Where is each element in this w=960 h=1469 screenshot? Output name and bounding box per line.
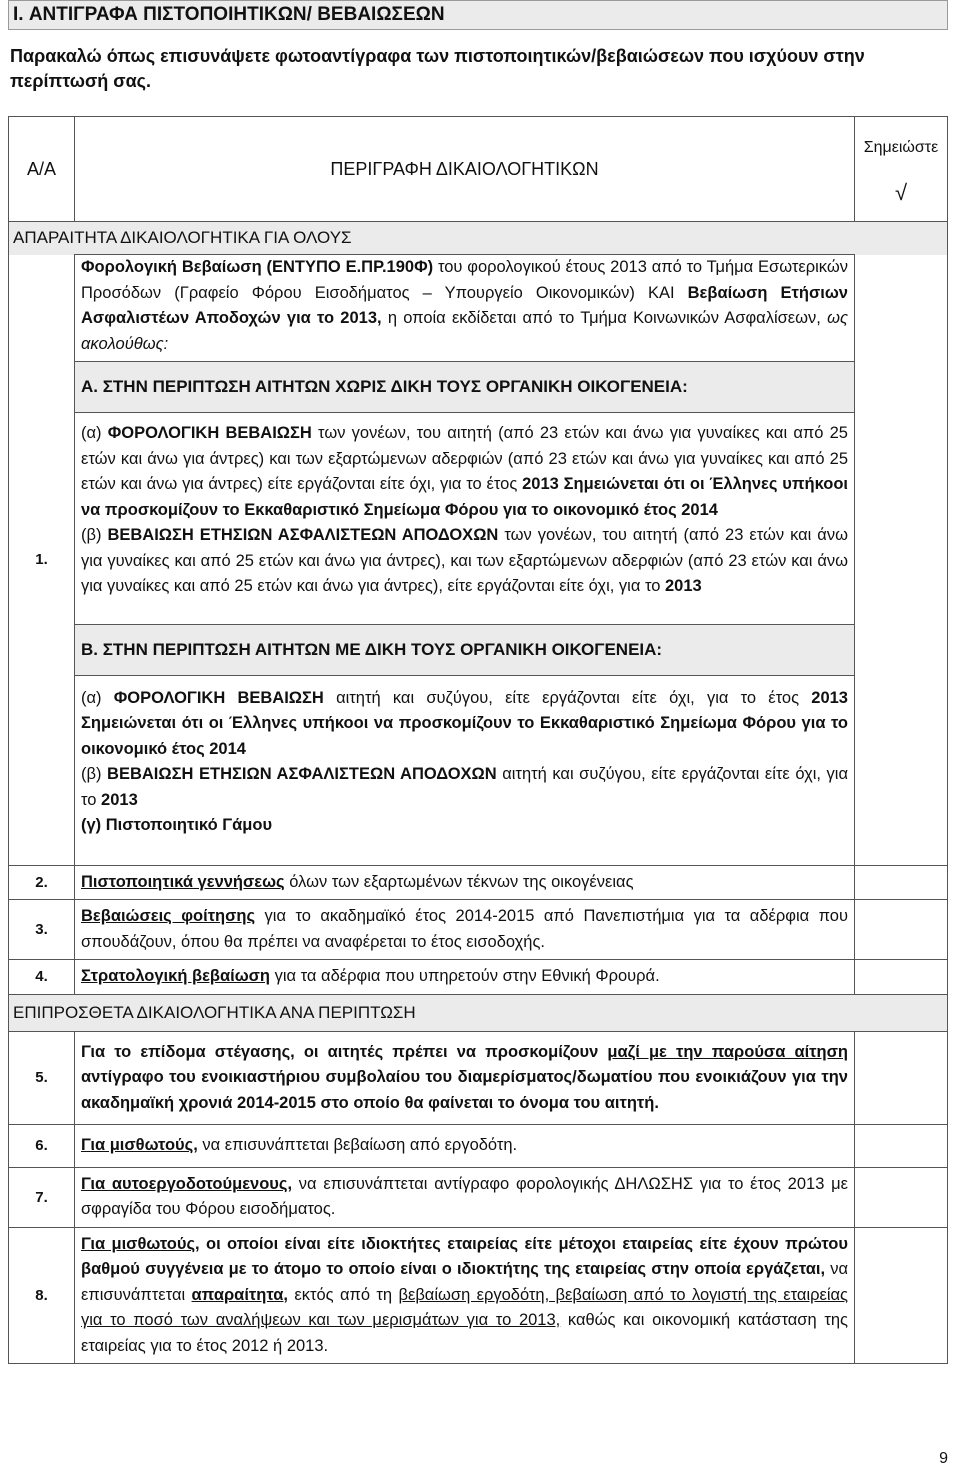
item-8-t5: εκτός από τη — [288, 1285, 399, 1304]
case-a-body — [75, 413, 855, 625]
item-2-bold: Πιστοποιητικά γεννήσεως — [81, 872, 285, 891]
case-a-a4: 2013 Σημειώνεται ότι οι Έλληνες υπήκοοι να προσκομίζουν το Εκκαθαριστικό Σημείωμα Φόρου για το οικονομικό έτος 2014 — [81, 475, 848, 519]
item-3-text — [75, 900, 855, 960]
item-row-5 — [9, 1031, 948, 1125]
case-a-a1: (α) — [81, 424, 108, 442]
item-8-t1: Για μισθωτούς, — [81, 1234, 200, 1253]
item-number-8: 8. — [9, 1227, 75, 1364]
item-3-rest: για το ακαδημαϊκό έτος 2014-2015 από Πανεπιστήμια για τα αδέρφια που σπουδάζουν, όπου θα πρέπει να αναφέρεται το έτος εισοδοχής. — [81, 907, 848, 951]
item-number-3: 3. — [9, 900, 75, 960]
item-row-8 — [9, 1227, 948, 1364]
check-cell-4[interactable] — [855, 960, 948, 995]
case-a-a3: των γονέων, του αιτητή (από 23 ετών και άνω για γυναίκες και από 25 ετών και άνω για άντρες) και των εξαρτώμενων αδερφιών (από 23 ετών και άνω για γυναίκες και από 25 ετών και άνω για άντρες) είτε εργάζονται είτε όχι, για το έτος — [81, 424, 848, 493]
item-5-t3: αντίγραφο του ενοικιαστήριου συμβολαίου του διαμερίσματος/δωματίου που ενοικιάζουν για την ακαδημαϊκή χρονιά 2014-2015 στο οποίο θα φαίνεται το όνομα του αιτητή. — [81, 1068, 848, 1112]
header-note-label: Σημειώστε — [863, 139, 939, 156]
item-7-bold: Για αυτοεργοδοτούμενους, — [81, 1174, 293, 1193]
item-number-5: 5. — [9, 1031, 75, 1125]
item-row-7 — [9, 1167, 948, 1227]
section-heading: I. ΑΝΤΙΓΡΑΦΑ ΠΙΣΤΟΠΟΙΗΤΙΚΩΝ/ ΒΕΒΑΙΩΣΕΩΝ — [13, 4, 445, 25]
documents-table — [8, 116, 948, 1364]
item-6-rest: να επισυνάπτεται βεβαίωση από εργοδότη. — [197, 1136, 518, 1154]
item-number-6: 6. — [9, 1125, 75, 1168]
case-a-b4: 2013 — [665, 577, 702, 595]
case-b-a1: (α) — [81, 688, 114, 707]
item-1-p3: Βεβαίωση Ετήσιων Ασφαλιστέων Αποδοχών για το 2013, — [81, 283, 848, 327]
case-a-b2: ΒΕΒΑΙΩΣΗ ΕΤΗΣΙΩΝ ΑΣΦΑΛΙΣΤΕΩΝ ΑΠΟΔΟΧΩΝ — [107, 526, 499, 544]
case-b-a3: αιτητή και συζύγου, είτε εργάζονται είτε όχι, για το έτος — [323, 688, 812, 707]
check-cell-3[interactable] — [855, 900, 948, 960]
case-a-b1: (β) — [81, 526, 108, 544]
item-3-bold: Βεβαιώσεις φοίτησης — [81, 907, 256, 925]
item-6-bold: Για μισθωτούς, — [81, 1136, 198, 1154]
item-7-text — [75, 1167, 855, 1227]
section-title-required: ΑΠΑΡΑΙΤΗΤΑ ΔΙΚΑΙΟΛΟΓΗΤΙΚΑ ΓΙΑ ΟΛΟΥΣ — [9, 222, 948, 255]
item-row-4 — [9, 960, 948, 995]
item-5-t1: Για το επίδομα στέγασης, οι αιτητές πρέπει να προσκομίζουν — [81, 1042, 608, 1061]
case-b-body — [75, 675, 855, 865]
item-1-p2: του φορολογικού έτους 2013 από το Τμήμα Εσωτερικών Προσόδων (Γραφείο Φόρου Εισοδήματος – Υπουργείο Οικονομικών) ΚΑΙ — [81, 258, 848, 302]
case-b-b2: ΒΕΒΑΙΩΣΗ ΕΤΗΣΙΩΝ ΑΣΦΑΛΙΣΤΕΩΝ ΑΠΟΔΟΧΩΝ — [107, 765, 497, 783]
case-a-b3: των γονέων, του αιτητή (από 23 ετών και άνω για γυναίκες και από 25 ετών και άνω για άντρες), και των εξαρτώμενων αδερφιών (από 23 ετών και άνω για γυναίκες και από 25 ετών και άνω για άντρες), είτε εργάζονται είτε όχι, για το — [81, 526, 848, 595]
item-row-1 — [9, 255, 948, 362]
item-8-t2: οι οποίοι είναι είτε ιδιοκτήτες εταιρείας είτε μέτοχοι εταιρείας είτε έχουν πρώτου βαθμού συγγένεια με το άτομο το οποίο είναι ο ιδιοκτήτης της εταιρείας στην οποία εργάζεται, — [81, 1234, 848, 1278]
item-4-rest: για τα αδέρφια που υπηρετούν στην Εθνική Φρουρά. — [270, 967, 660, 985]
check-cell-8[interactable] — [855, 1227, 948, 1364]
section-row-additional — [9, 994, 948, 1031]
item-row-2 — [9, 865, 948, 900]
item-1-p5: ως ακολούθως: — [81, 309, 848, 353]
item-number-1: 1. — [9, 255, 75, 866]
item-1-p4: η οποία εκδίδεται από το Τμήμα Κοινωνικών Ασφαλίσεων, — [381, 309, 828, 327]
item-8-t4: απαραίτητα, — [191, 1285, 288, 1304]
item-5-text — [75, 1031, 855, 1125]
item-number-4: 4. — [9, 960, 75, 995]
item-8-t7: καθώς και οικονομική κατάσταση της εταιρείας για το έτος 2012 ή 2013. — [81, 1311, 848, 1355]
case-b-b1: (β) — [81, 765, 108, 783]
table-header-row — [9, 117, 948, 222]
case-b-b4: 2013 — [101, 790, 138, 809]
item-6-text — [75, 1125, 855, 1168]
item-1-intro — [75, 255, 855, 362]
item-8-t6: βεβαίωση εργοδότη, βεβαίωση από το λογιστή της εταιρείας για το ποσό των αναλήψεων και των μερισμάτων για το 2013, — [81, 1285, 849, 1329]
intro-text: Παρακαλώ όπως επισυνάψετε φωτοαντίγραφα των πιστοποιητικών/βεβαιώσεων που ισχύουν στην περίπτωσή σας. — [10, 46, 865, 91]
check-cell-6[interactable] — [855, 1125, 948, 1168]
section-title-additional: ΕΠΙΠΡΟΣΘΕΤΑ ΔΙΚΑΙΟΛΟΓΗΤΙΚΑ ΑΝΑ ΠΕΡΙΠΤΩΣΗ — [9, 994, 948, 1031]
item-number-2: 2. — [9, 865, 75, 900]
item-8-t3: να επισυνάπτεται — [81, 1260, 849, 1304]
check-cell-5[interactable] — [855, 1031, 948, 1125]
check-cell-2[interactable] — [855, 865, 948, 900]
check-cell-7[interactable] — [855, 1167, 948, 1227]
header-aa: Α/Α — [9, 117, 75, 222]
item-4-text — [75, 960, 855, 995]
item-7-rest: να επισυνάπτεται αντίγραφο φορολογικής ΔΗΛΩΣΗΣ για το έτος 2013 με σφραγίδα του Φόρου εισοδήματος. — [81, 1174, 848, 1218]
header-description: ΠΕΡΙΓΡΑΦΗ ΔΙΚΑΙΟΛΟΓΗΤΙΚΩΝ — [75, 117, 855, 222]
checkmark-icon: √ — [894, 180, 908, 205]
item-2-text — [75, 865, 855, 900]
case-b-c: (γ) Πιστοποιητικό Γάμου — [81, 816, 273, 834]
item-row-3 — [9, 900, 948, 960]
case-b-a4: 2013 Σημειώνεται ότι οι Έλληνες υπήκοοι να προσκομίζουν το Εκκαθαριστικό Σημείωμα Φόρου για το οικονομικό έτος 2014 — [81, 688, 848, 758]
check-cell-1[interactable] — [855, 255, 948, 866]
header-note — [855, 117, 948, 222]
case-a-a2: ΦΟΡΟΛΟΓΙΚΗ ΒΕΒΑΙΩΣΗ — [107, 424, 312, 442]
page-number: 9 — [939, 1450, 948, 1467]
item-2-rest: όλων των εξαρτωμένων τέκνων της οικογένειας — [284, 872, 634, 891]
case-a-title: Α. ΣΤΗΝ ΠΕΡΙΠΤΩΣΗ ΑΙΤΗΤΩΝ ΧΩΡΙΣ ΔΙΚΗ ΤΟΥΣ ΟΡΓΑΝΙΚΗ ΟΙΚΟΓΕΝΕΙΑ: — [75, 362, 855, 413]
case-b-b3: αιτητή και συζύγου, είτε εργάζονται είτε όχι, για το — [81, 765, 848, 809]
item-number-7: 7. — [9, 1167, 75, 1227]
item-8-text — [75, 1227, 855, 1364]
item-4-bold: Στρατολογική βεβαίωση — [81, 967, 271, 985]
item-row-6 — [9, 1125, 948, 1168]
case-b-a2: ΦΟΡΟΛΟΓΙΚΗ ΒΕΒΑΙΩΣΗ — [113, 688, 324, 707]
section-row-required — [9, 222, 948, 255]
heading-bar — [8, 0, 948, 30]
item-1-p1: Φορολογική Βεβαίωση (ΕΝΤΥΠΟ Ε.ΠΡ.190Φ) — [81, 258, 434, 276]
case-b-title: Β. ΣΤΗΝ ΠΕΡΙΠΤΩΣΗ ΑΙΤΗΤΩΝ ΜΕ ΔΙΚΗ ΤΟΥΣ ΟΡΓΑΝΙΚΗ ΟΙΚΟΓΕΝΕΙΑ: — [75, 624, 855, 675]
item-5-t2: μαζί με την παρούσα αίτηση — [607, 1042, 848, 1061]
